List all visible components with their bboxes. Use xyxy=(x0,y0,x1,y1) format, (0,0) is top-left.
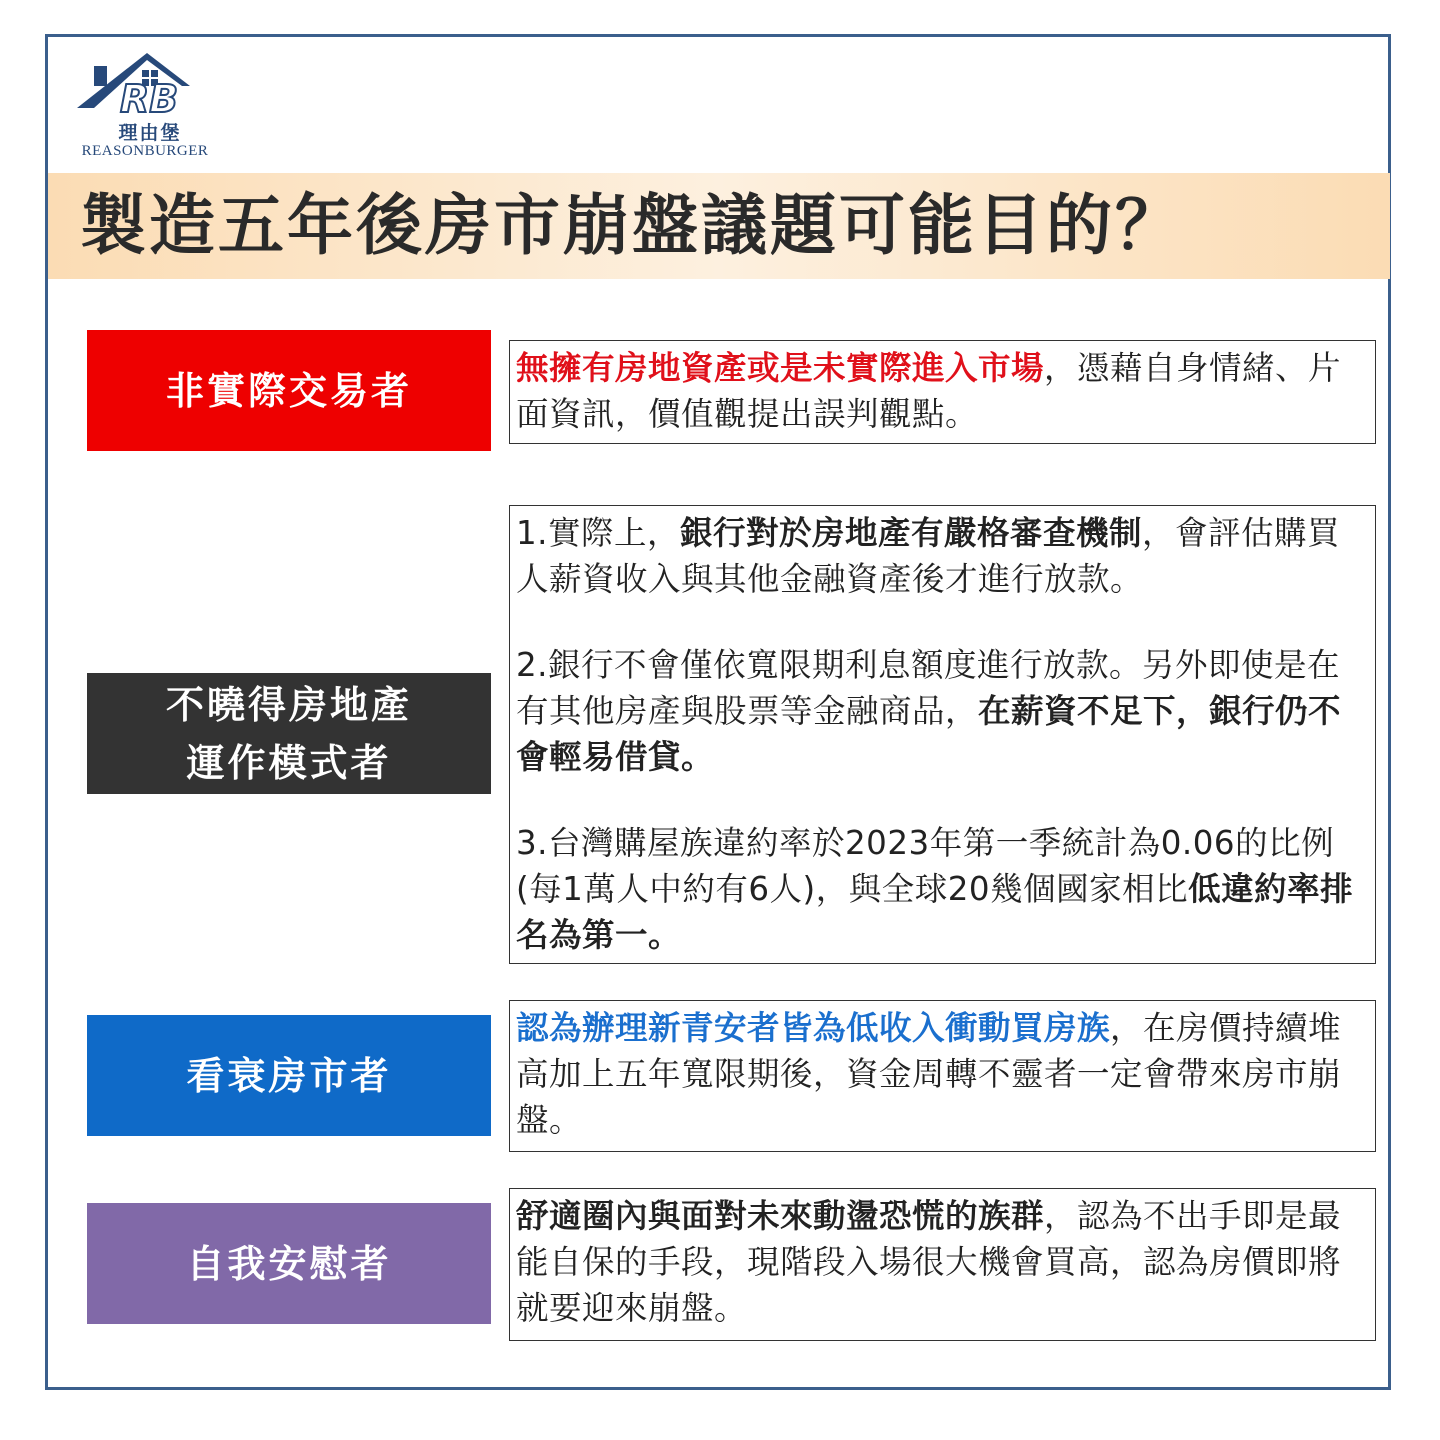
category-label-self-comforting xyxy=(87,1203,491,1324)
category-label-text-line1: 不曉得房地產 xyxy=(165,682,412,727)
body-text: ，憑藉自身情緒、片面資訊，價值觀提出誤判觀點。 xyxy=(516,349,1342,433)
description-paragraph xyxy=(516,510,1369,602)
house-logo-icon xyxy=(72,48,217,118)
body-text: ，在房價持續堆高加上五年寬限期後，資金周轉不靈者一定會帶來房市崩盤。 xyxy=(516,1009,1342,1139)
bold-text: 在薪資不足下，銀行仍不會輕易借貸。 xyxy=(516,692,1342,776)
category-label-text: 非實際交易者 xyxy=(165,368,412,413)
page-title: 製造五年後房市崩盤議題可能目的？ xyxy=(80,187,1184,264)
category-label-bearish xyxy=(87,1015,491,1136)
bold-text: 低違約率排名為第一。 xyxy=(516,870,1354,954)
body-text: ，認為不出手即是最能自保的手段，現階段入場很大機會買高，認為房價即將就要迎來崩盤。 xyxy=(516,1197,1342,1327)
body-text: 1.實際上， xyxy=(516,514,681,552)
description-box-non-trader xyxy=(509,340,1376,444)
description-paragraph xyxy=(516,642,1369,780)
brand-name-chinese: 理由堡 xyxy=(118,122,182,144)
category-label-text: 自我安慰者 xyxy=(186,1241,392,1286)
highlight-text: 無擁有房地資產或是未實際進入市場 xyxy=(516,349,1045,387)
category-label-unaware xyxy=(87,673,491,794)
body-text: ，會評估購買人薪資收入與其他金融資產後才進行放款。 xyxy=(516,514,1341,598)
category-label-text: 看衰房市者 xyxy=(186,1053,392,1098)
description-paragraph xyxy=(516,1193,1369,1331)
bold-text: 銀行對於房地產有嚴格審查機制 xyxy=(680,514,1143,552)
brand-name-english: REASONBURGER xyxy=(81,143,209,159)
category-label-non-trader xyxy=(87,330,491,451)
bold-text: 舒適圈內與面對未來動盪恐慌的族群 xyxy=(516,1197,1045,1235)
description-box-unaware xyxy=(509,505,1376,964)
description-box-self-comforting xyxy=(509,1188,1376,1341)
description-paragraph xyxy=(516,820,1369,958)
category-label-text-line2: 運作模式者 xyxy=(186,740,392,785)
body-text: 3.台灣購屋族違約率於2023年第一季統計為0.06的比例(每1萬人中約有6人)，與全球20幾個國家相比 xyxy=(516,824,1335,908)
highlight-text: 認為辦理新青安者皆為低收入衝動買房族 xyxy=(516,1009,1111,1047)
body-text: 2.銀行不會僅依寬限期利息額度進行放款。另外即使是在有其他房產與股票等金融商品， xyxy=(516,646,1341,730)
logo-letters: RB xyxy=(120,77,179,118)
description-paragraph xyxy=(516,1005,1369,1143)
description-box-bearish xyxy=(509,1000,1376,1152)
description-paragraph xyxy=(516,345,1369,437)
